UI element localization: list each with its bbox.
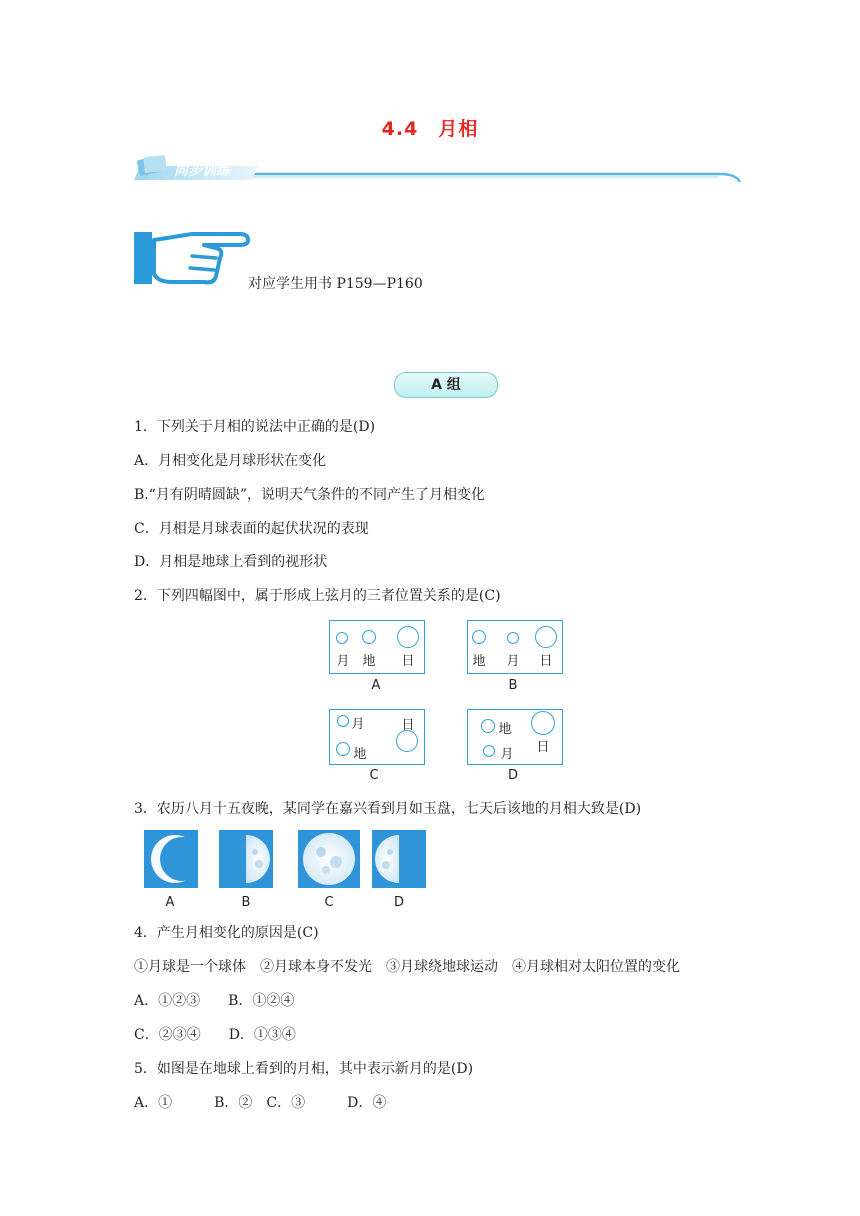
question-4-statements: ①月球是一个球体 ②月球本身不发光 ③月球绕地球运动 ④月球相对太阳位置的变化 (134, 959, 680, 975)
pointing-hand-icon (132, 228, 250, 292)
moon-caption: C (324, 895, 334, 910)
moon-circle (336, 632, 348, 644)
question-1-option-b: B.“月有阴晴圆缺”，说明天气条件的不同产生了月相变化 (134, 487, 486, 503)
diagram-label: 月 (500, 747, 514, 762)
diagram-label: 日 (536, 740, 550, 755)
moon-image-d (372, 830, 426, 888)
diagram-label: 日 (401, 718, 415, 733)
diagram-label: 地 (472, 654, 486, 669)
question-5-stem: 5．如图是在地球上看到的月相，其中表示新月的是(D) (134, 1061, 474, 1077)
question-1-option-c: C．月相是月球表面的起伏状况的表现 (134, 521, 369, 537)
page-title: 4.4 月相 (381, 118, 479, 140)
question-4-options-row-1: A．①②③ B．①②④ (134, 993, 295, 1009)
diagram-label: 地 (498, 722, 512, 737)
sun-circle (396, 730, 418, 752)
question-2-stem: 2．下列四幅图中，属于形成上弦月的三者位置关系的是(C) (134, 588, 501, 604)
earth-circle (481, 719, 495, 733)
diagram-caption: C (369, 768, 379, 783)
diagram-label: 地 (353, 747, 367, 762)
question-1-option-a: A．月相变化是月球形状在变化 (134, 453, 327, 469)
diagram-label: 月 (506, 654, 520, 669)
diagram-label: 日 (401, 654, 415, 669)
question-1-stem: 1．下列关于月相的说法中正确的是(D) (134, 419, 376, 435)
reference-text: 对应学生用书 P159—P160 (248, 276, 423, 292)
diagram-caption: A (371, 678, 381, 693)
diagram-caption: D (507, 768, 518, 783)
group-badge: A 组 (394, 372, 498, 398)
question-1-option-d: D．月相是地球上看到的视形状 (134, 554, 328, 570)
diagram-label: 月 (336, 654, 350, 669)
moon-caption: A (165, 895, 175, 910)
diagram-label: 地 (362, 654, 376, 669)
question-4-stem: 4．产生月相变化的原因是(C) (134, 925, 319, 941)
moon-image-c (298, 830, 360, 888)
diagram-caption: B (508, 678, 518, 693)
moon-caption: B (241, 895, 251, 910)
moon-image-a (144, 830, 198, 888)
earth-circle (362, 630, 376, 644)
section-banner (130, 152, 742, 188)
question-3-stem: 3．农历八月十五夜晚，某同学在嘉兴看到月如玉盘，七天后该地的月相大致是(D) (134, 801, 642, 817)
question-5-options: A．① B．② C．③ D．④ (134, 1095, 387, 1111)
question-4-options-row-2: C．②③④ D．①③④ (134, 1027, 296, 1043)
earth-circle (472, 630, 486, 644)
sun-circle (535, 626, 557, 648)
sun-circle (531, 711, 555, 735)
sun-circle (397, 626, 419, 648)
diagram-label: 月 (351, 717, 365, 732)
diagram-label: 日 (539, 654, 553, 669)
moon-circle (483, 745, 495, 757)
banner-label: 同步训练 (174, 163, 230, 179)
moon-image-b (219, 830, 273, 888)
moon-circle (507, 632, 519, 644)
earth-circle (336, 742, 350, 756)
moon-caption: D (393, 895, 404, 910)
